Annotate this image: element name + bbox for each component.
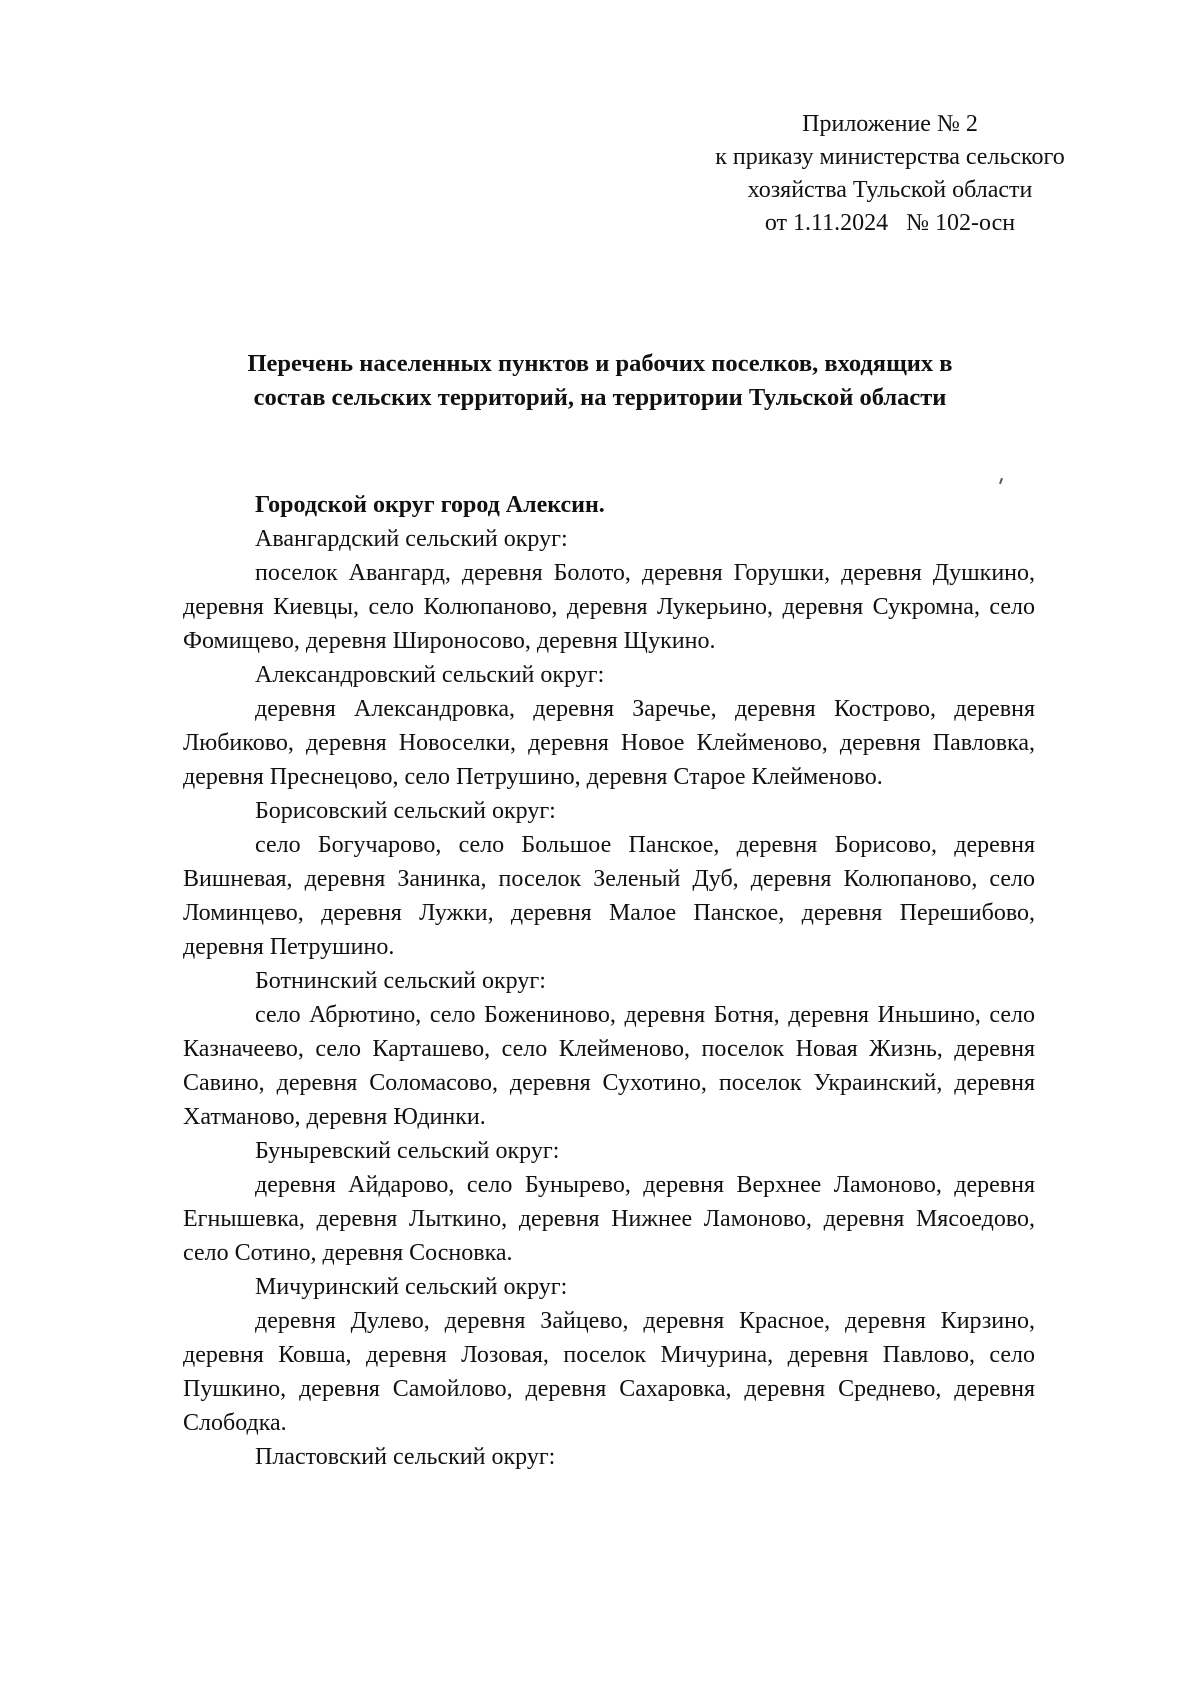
scan-speck xyxy=(999,478,1003,484)
document-body xyxy=(183,488,1035,1474)
okrug-places: деревня Айдарово, село Бунырево, деревня Верхнее Ламоново, деревня Егнышевка, деревня Лыткино, деревня Нижнее Ламоново, деревня Мясоедово, село Сотино, деревня Сосновка. xyxy=(183,1172,1035,1266)
district-heading: Городской округ город Алексин. xyxy=(255,492,605,518)
appendix-order-reference: к приказу министерства сельского xyxy=(715,144,1065,170)
okrug-name: Авангардский сельский округ: xyxy=(255,526,568,552)
okrug-name: Мичуринский сельский округ: xyxy=(255,1274,568,1300)
okrug-name: Ботнинский сельский округ: xyxy=(255,968,546,994)
appendix-order-date-number: от 1.11.2024 № 102-осн xyxy=(764,210,1016,236)
title-line-1: Перечень населенных пунктов и рабочих поселков, входящих в xyxy=(247,350,953,377)
okrug-name: Пластовский сельский округ: xyxy=(255,1444,556,1470)
okrug-name: Борисовский сельский округ: xyxy=(255,798,556,824)
appendix-number: Приложение № 2 xyxy=(802,111,978,137)
okrug-places: поселок Авангард, деревня Болото, деревня Горушки, деревня Душкино, деревня Киевцы, село Колюпаново, деревня Лукерьино, деревня Сукромна, село Фомищево, деревня Широносово, деревня Щукино. xyxy=(183,560,1035,654)
appendix-ministry: хозяйства Тульской области xyxy=(747,177,1033,203)
okrug-places: деревня Александровка, деревня Заречье, деревня Кострово, деревня Любиково, деревня Новоселки, деревня Новое Клейменово, деревня Павловка, деревня Преснецово, село Петрушино, деревня Старое Клейменово. xyxy=(183,696,1035,790)
okrug-name: Александровский сельский округ: xyxy=(255,662,605,688)
appendix-header xyxy=(640,108,1140,240)
okrug-name: Буныревский сельский округ: xyxy=(255,1138,560,1164)
title-line-2: состав сельских территорий, на территории Тульской области xyxy=(253,384,947,411)
okrug-places: деревня Дулево, деревня Зайцево, деревня Красное, деревня Кирзино, деревня Ковша, деревня Лозовая, поселок Мичурина, деревня Павлово, село Пушкино, деревня Самойлово, деревня Сахаровка, деревня Среднево, деревня Слободка. xyxy=(183,1308,1035,1436)
okrug-places: село Абрютино, село Божениново, деревня Ботня, деревня Иньшино, село Казначеево, село Карташево, село Клейменово, поселок Новая Жизнь, деревня Савино, деревня Соломасово, деревня Сухотино, поселок Украинский, деревня Хатманово, деревня Юдинки. xyxy=(183,1002,1035,1130)
document-title xyxy=(150,347,1050,415)
okrug-places: село Богучарово, село Большое Панское, деревня Борисово, деревня Вишневая, деревня Занинка, поселок Зеленый Дуб, деревня Колюпаново, село Ломинцево, деревня Лужки, деревня Малое Панское, деревня Перешибово, деревня Петрушино. xyxy=(183,832,1035,960)
